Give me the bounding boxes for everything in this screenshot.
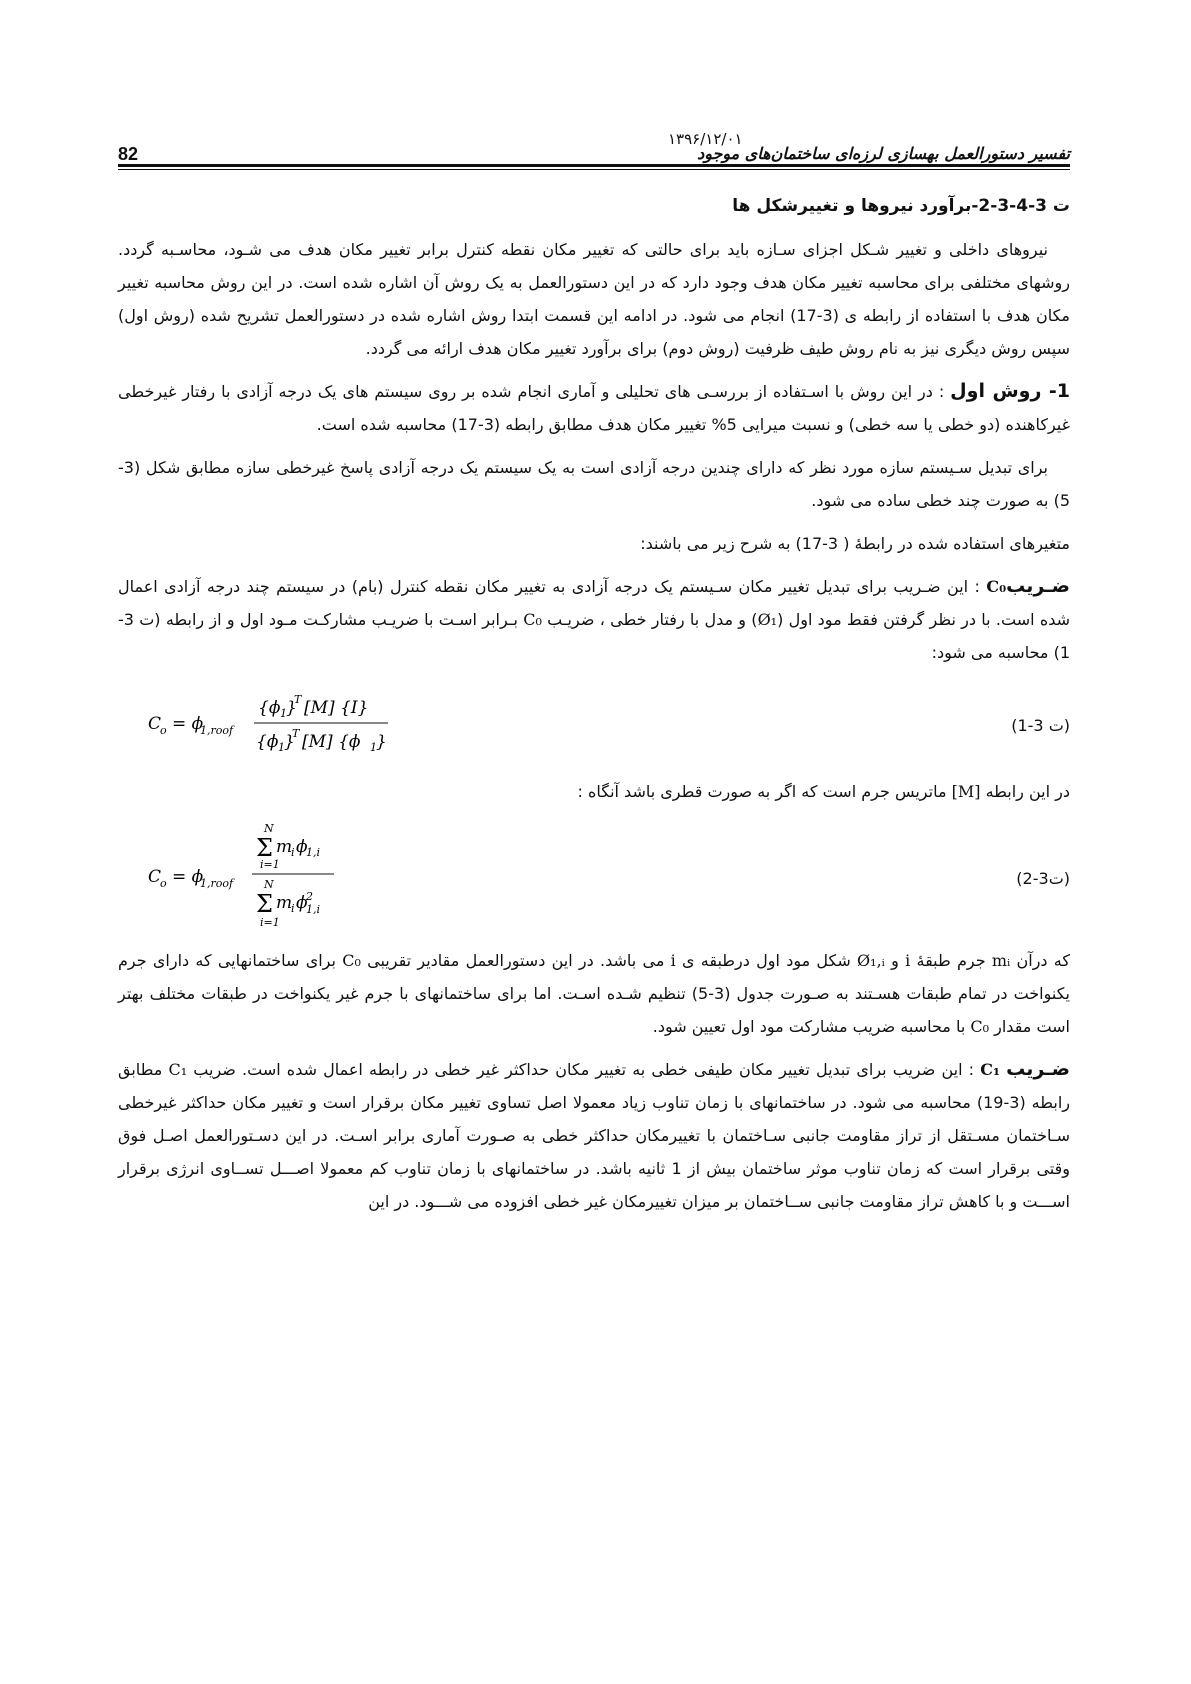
svg-text:= ϕ: = ϕ [172, 714, 204, 734]
c1-label: ضـریب [1006, 1058, 1071, 1080]
header-rule-thin [118, 169, 1070, 170]
c0-symbol-2: C₀ [342, 951, 361, 970]
paragraph-conversion: برای تبدیل سـیستم سازه مورد نظر که دارای چندین درجه آزادی است به یک سیستم یک درجه آزادی پاسخ غیرخطی سازه مطابق شکل (3-5) به صورت چند خطی ساده می شود. [118, 458, 1070, 510]
svg-text:}: } [284, 732, 295, 752]
paragraph-variables: متغیرهای استفاده شده در رابطهٔ ( 3-17) به شرح زیر می باشند: [640, 534, 1070, 553]
method-1-text: : در این روش با اسـتفاده از بررسـی های تحلیلی و آماری انجام شده بر روی سیستم های یک درجه آزادی با رفتار غیرخطی غیرکاهنده (دو خطی یا سه خطی) و نسبت میرایی 5% تغییر مکان هدف مطابق رابطه (3-17) محاسبه شده است. [118, 382, 1070, 434]
paragraph-method-1 [118, 375, 1070, 441]
svg-text:1: 1 [370, 741, 377, 754]
i-symbol: i [905, 951, 911, 970]
paragraph-intro: نیروهای داخلی و تغییر شـکل اجزای سـازه باید برای حالتی که تغییر مکان نقطه کنترل برابر تغییر مکان هدف می شـود، محاسـبه گردد. روشهای مختلفی برای محاسبه تغییر مکان هدف وجود دارد که در این دستورالعمل به یک روش آن اشاره شده است. در این روش محاسبه تغییر مکان هدف با استفاده از رابطه ی (3-17) انجام می شود. در ادامه این قسمت ابتدا روش اشاره شده در دستورالعمل تشریح شده (روش اول) سپس روش دیگری نیز به نام روش طیف ظرفیت (روش دوم) برای برآورد تغییر مکان هدف ارائه می گردد. [118, 240, 1071, 358]
c0-text-2: ) و مدل با رفتار خطی ، ضریـب [541, 610, 758, 629]
equation-1-row [118, 679, 1070, 769]
svg-text:1,roof: 1,roof [200, 724, 234, 737]
after-text-5: می باشد. در این دستورالعمل مقادیر تقریبی [360, 951, 671, 970]
svg-text:{ϕ: {ϕ [258, 698, 281, 718]
mi-symbol: mᵢ [991, 951, 1011, 970]
svg-text:ϕ: ϕ [296, 837, 308, 857]
svg-text:2: 2 [306, 890, 313, 903]
after-text-1: که درآن [1010, 951, 1070, 970]
svg-text:N: N [264, 822, 274, 835]
paragraph-c0 [118, 570, 1070, 669]
svg-text:i: i [291, 902, 295, 915]
equation-1-number: (ت 3-1) [1011, 716, 1070, 735]
c1-text-2: مطابق رابطه (3-19) محاسبه می شود. در ساختمانهای با زمان تناوب زیاد معمولا اصل تساوی تغییر مکان برقرار است و تغییر مکان حداکثر غیرخطی سـاختمان مسـتقل از تراز مقاومت جانبی سـاختمان با تغییرمکان حداکثر خطی به صـورت آماری برابر اسـت. در این دسـتورالعمل اصـل فوق وقتی برقرار است که زمان تناوب موثر ساختمان بیش از 1 ثانیه باشد. در ساختمانهای با زمان تناوب کم معمولا اصـــل تســاوی انرژی برقرار اســـت و با کاهش تراز مقاومت جانبی ســاختمان بر میزان تغییرمکان غیر خطی افزوده می شـــود. در این [118, 1060, 1071, 1211]
svg-text:1,i: 1,i [306, 903, 321, 916]
after-text-2: جرم طبقهٔ [910, 951, 992, 970]
section-heading: ت 3-4-3-2-برآورد نیروها و تغییرشکل ها [732, 196, 1070, 216]
method-1-label: 1- روش اول [950, 380, 1070, 402]
svg-text:1,i: 1,i [306, 846, 321, 859]
i-symbol-2: i [670, 951, 676, 970]
page-number: 82 [118, 144, 139, 164]
svg-text:}: } [376, 732, 387, 752]
paragraph-after-eq2 [118, 944, 1070, 1043]
paragraph-c1 [118, 1053, 1070, 1218]
equation-2-row [118, 818, 1070, 938]
after-text-3: و [884, 951, 906, 970]
phi1-symbol: Ø₁ [757, 610, 778, 629]
page-body [118, 190, 1070, 1228]
phi1i-symbol: Ø₁,ᵢ [857, 951, 885, 970]
svg-text:i=1: i=1 [260, 858, 280, 871]
after-text-6: برای ساختمانهایی که دارای جرم یکنواخت در تمام طبقات هسـتند به صـورت جدول (3-5) تنظیم شـده اسـت. اما برای ساختمانهای با جرم غیر یکنواخت در طبقات مختلف بهتر است مقدار [118, 951, 1070, 1036]
svg-text:o: o [160, 877, 167, 890]
svg-text:{ϕ: {ϕ [256, 732, 279, 752]
equation-1 [148, 679, 488, 769]
svg-text:C: C [148, 867, 162, 887]
mass-matrix-symbol: [M] [951, 782, 981, 801]
svg-text:N: N [264, 878, 274, 891]
c0-symbol: C₀ [986, 577, 1007, 596]
equation-2 [148, 818, 448, 938]
svg-text:T: T [292, 727, 300, 740]
svg-text:= ϕ: = ϕ [172, 867, 204, 887]
svg-text:T: T [294, 693, 302, 706]
header-rule-thick [118, 164, 1070, 167]
svg-text:1,roof: 1,roof [200, 877, 234, 890]
equation-2-number: (ت3-2) [1016, 869, 1070, 888]
svg-text:[M] {I}: [M] {I} [304, 698, 369, 718]
c0-label: ضـریب [1006, 575, 1070, 597]
header-date: ۱۳۹۶/۱۲/۰۱ [668, 130, 743, 148]
svg-text:i: i [291, 846, 295, 859]
after-text-4: شکل مود اول درطبقه ی [675, 951, 858, 970]
paragraph-mass-matrix [118, 775, 1070, 808]
svg-text:m: m [276, 893, 293, 913]
svg-text:ϕ: ϕ [296, 893, 308, 913]
after-text-7: با محاسبه ضریب مشارکت مود اول تعیین شود. [652, 1017, 971, 1036]
svg-text:i=1: i=1 [260, 916, 280, 929]
c0-text-1: : این ضـریب برای تبدیل تغییر مکان سـیستم یک درجه آزادی به تغییر مکان نقطه کنترل (بام) در سیستم چند درجه آزادی اعمال شده است. با در نظر گرفتن فقط مود اول ( [118, 577, 1071, 629]
c1-symbol-inline: C₁ [168, 1060, 188, 1079]
svg-text:}: } [286, 698, 297, 718]
svg-text:C: C [148, 714, 162, 734]
c0-symbol-inline: C₀ [523, 610, 542, 629]
svg-text:1: 1 [278, 741, 285, 754]
header-title: تفسیر دستورالعمل بهسازی لرزه‌ای ساختمان‌های موجود [697, 144, 1070, 163]
svg-text:Σ: Σ [256, 890, 273, 918]
c1-symbol: C₁ [980, 1060, 1000, 1079]
svg-text:o: o [160, 724, 167, 737]
c0-symbol-3: C₀ [970, 1017, 990, 1036]
c1-text-1: : این ضریب برای تبدیل تغییر مکان طیفی خطی به تغییر مکان حداکثر غیر خطی در رابطه اعمال شده است. ضریب [187, 1060, 981, 1079]
svg-text:[M] {ϕ: [M] {ϕ [302, 732, 361, 752]
mass-text-1: در این رابطه [980, 782, 1070, 801]
mass-text-2: ماتریس جرم است که اگر به صورت قطری باشد آنگاه : [577, 782, 952, 801]
svg-text:Σ: Σ [256, 834, 273, 862]
svg-text:m: m [276, 837, 293, 857]
svg-text:1: 1 [280, 707, 287, 720]
c0-text-3: بـرابر اسـت با ضریـب مشارکـت مـود اول و از رابطه (ت 3-1) محاسبه می شود: [118, 610, 1070, 662]
